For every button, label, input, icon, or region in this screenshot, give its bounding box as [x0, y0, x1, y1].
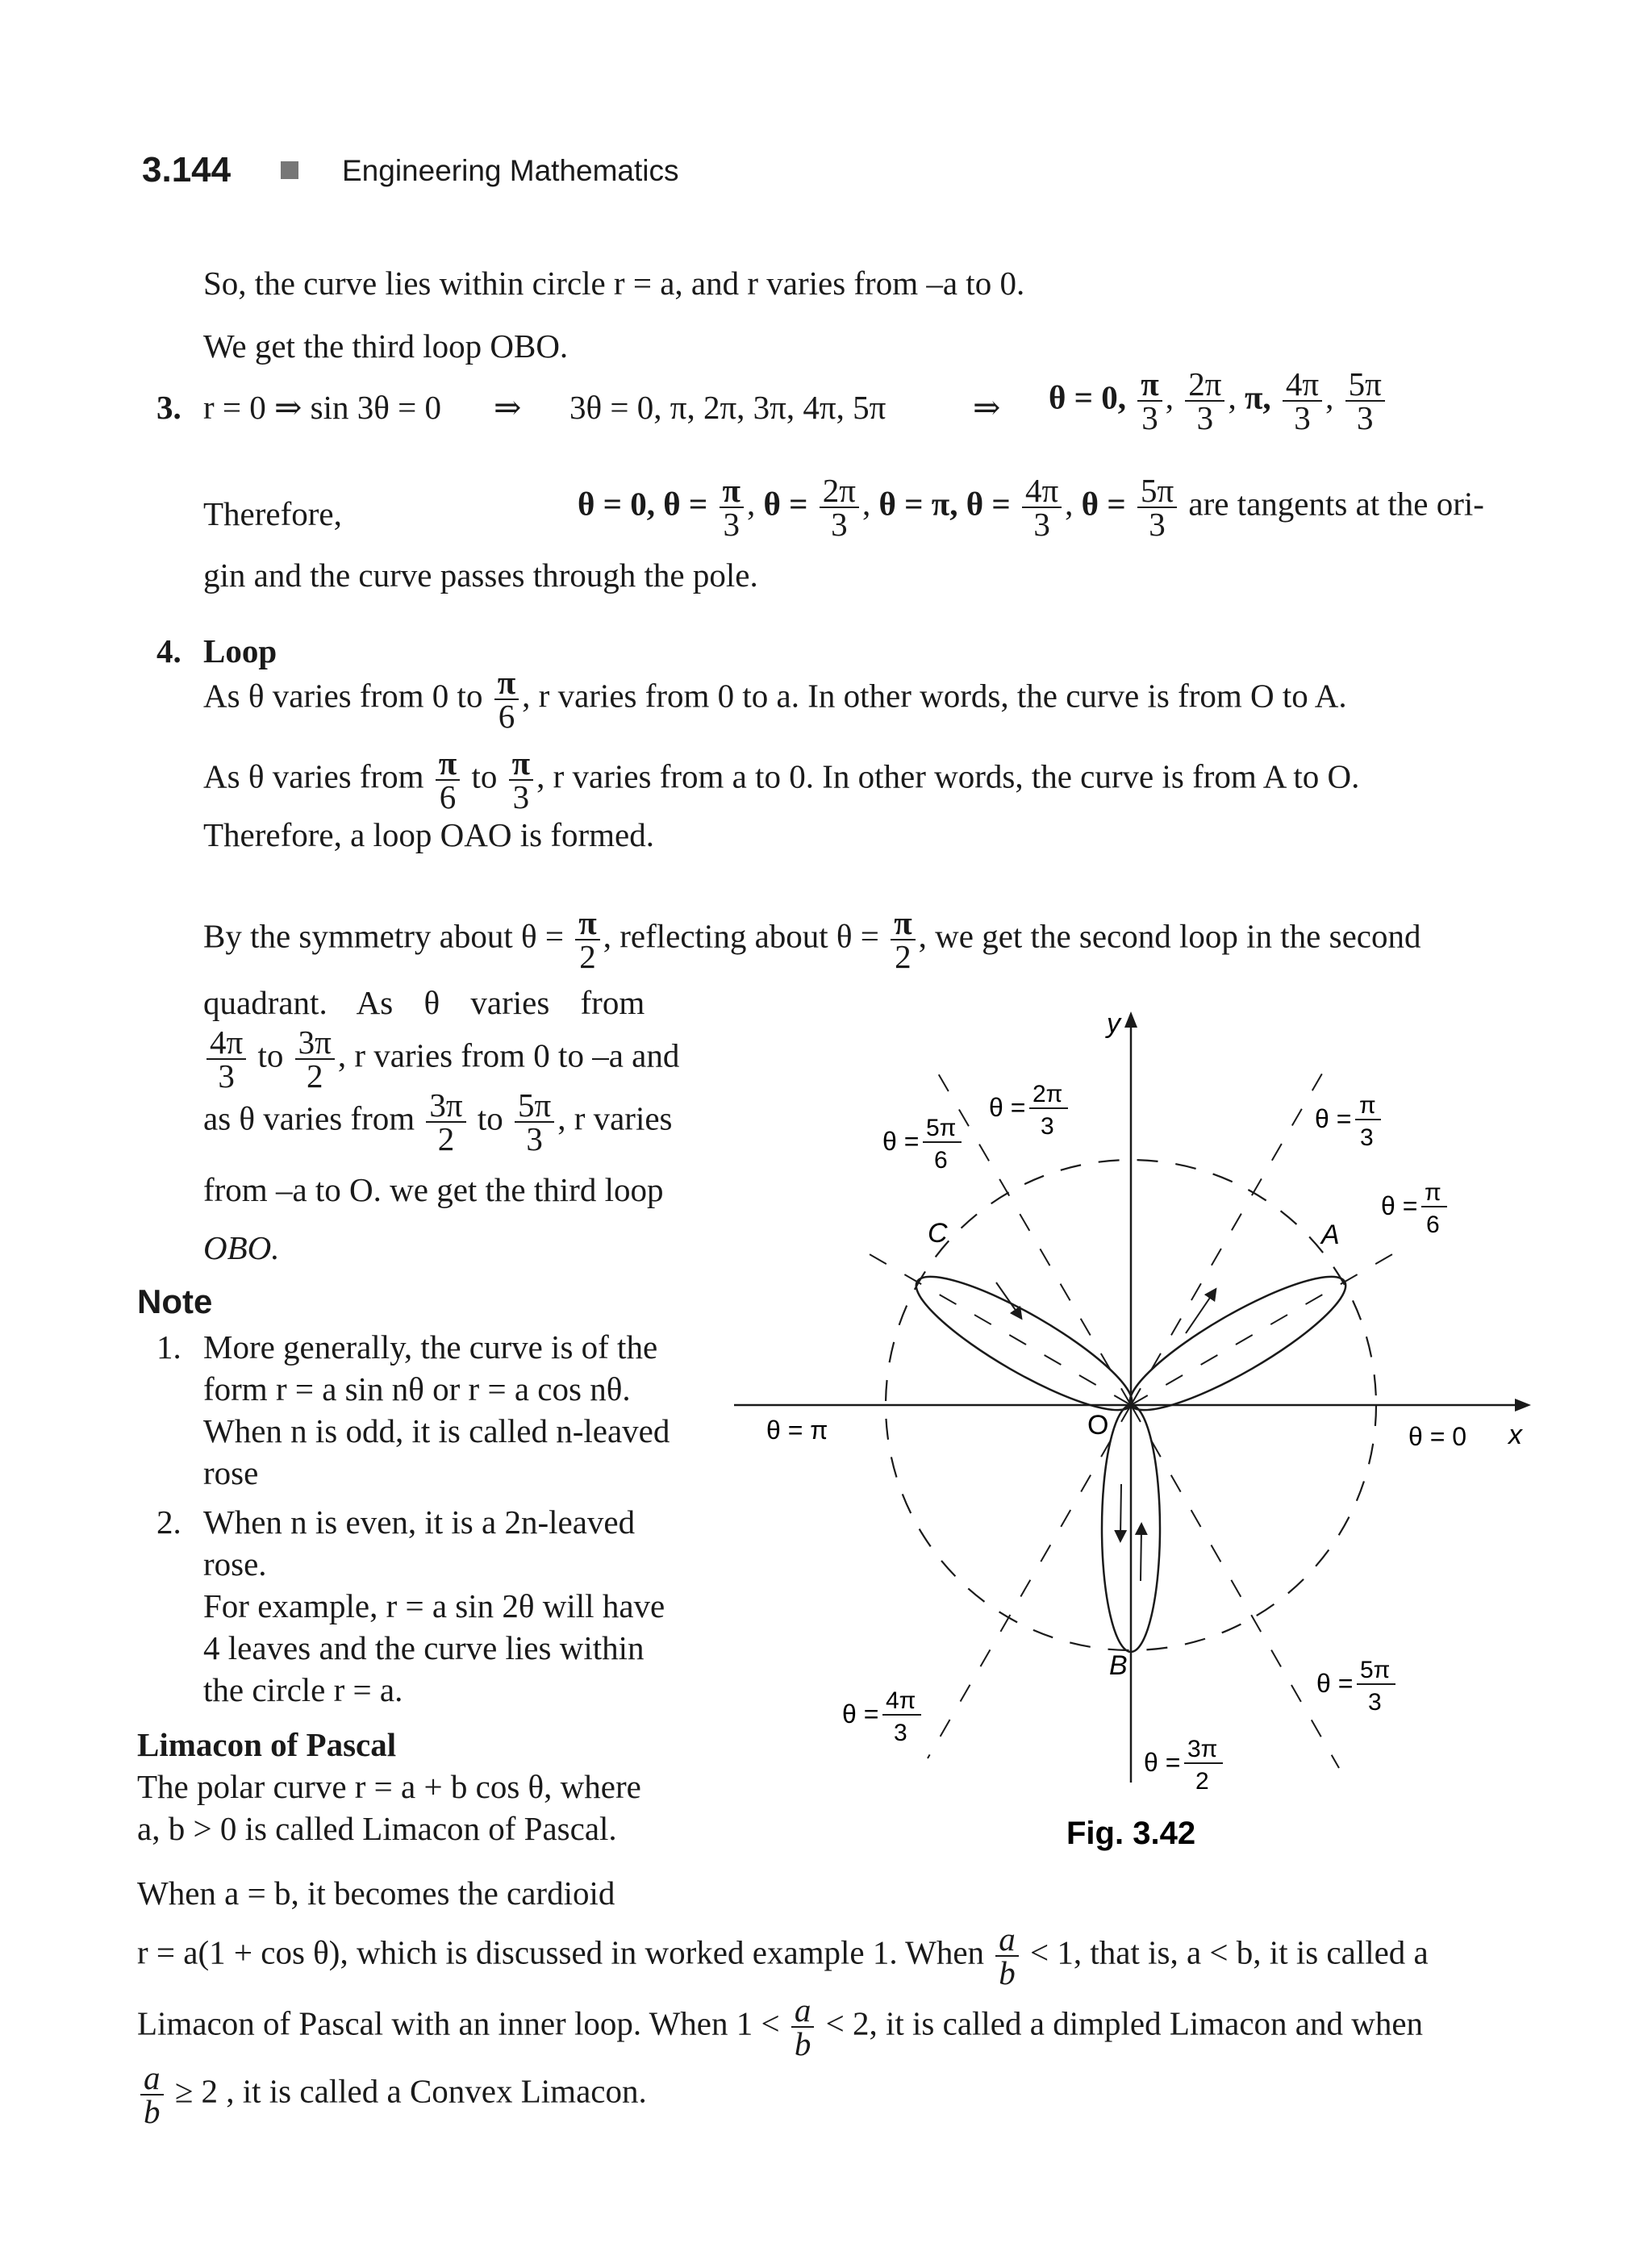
equation-solutions: θ = 0, $\frac{\pi}{3}$ , $\frac{2\pi}{3}$ , π, $\frac{4\pi}{3}$ , $\frac{5\pi}{3}$ [1049, 368, 1388, 434]
note-line: rose [203, 1454, 259, 1491]
svg-text:3: 3 [894, 1720, 907, 1746]
fraction: $\frac{\pi}{6}$ [494, 666, 519, 732]
svg-text:6: 6 [1426, 1211, 1440, 1238]
fraction: $\frac{4\pi}{3}$ [1283, 368, 1322, 434]
y-axis-label: y [1107, 1008, 1120, 1039]
equation-text: π, [1244, 378, 1271, 416]
fraction: $\frac{\pi}{2}$ [575, 907, 599, 973]
svg-text:2π: 2π [1032, 1081, 1063, 1107]
fraction: $\frac{4\pi}{3}$ [206, 1026, 246, 1092]
text-line: from –a to O. we get the third loop [203, 1171, 664, 1208]
text-line: When a = b, it becomes the cardioid [137, 1874, 615, 1912]
tangent-equations: θ = 0, θ = $\frac{\pi}{3}$ , θ = $\frac{2\pi}{3}$ , θ = π, θ = $\frac{4\pi}{3}$ , θ = $\frac{5\pi}{3}$ are tangents at the ori- [578, 472, 1484, 543]
fraction: $\frac{5\pi}{3}$ [1345, 368, 1385, 434]
fraction: $\frac{a}{b}$ [140, 2062, 164, 2128]
note-number: 2. [156, 1503, 181, 1541]
point-a-label: A [1321, 1220, 1340, 1250]
equation-text: are tangents at the ori- [1188, 485, 1484, 523]
text-line: Limacon of Pascal with an inner loop. When 1 < $\frac{a}{b}$ < 2, it is called a dimpled Limacon and when [137, 1991, 1424, 2062]
equation: 3θ = 0, π, 2π, 3π, 4π, 5π [569, 389, 886, 426]
fraction: $\frac{3\pi}{2}$ [426, 1089, 465, 1155]
tangent-5pi-6 [858, 1248, 1131, 1405]
text-line: gin and the curve passes through the pole. [203, 557, 758, 594]
x-axis-arrow-icon [1515, 1399, 1531, 1412]
note-line: When n is even, it is a 2n-leaved [203, 1503, 636, 1541]
theta-5pi-6-label [882, 1115, 962, 1174]
section-heading: Limacon of Pascal [137, 1726, 397, 1763]
svg-text:θ =: θ = [1144, 1748, 1181, 1777]
fraction: $\frac{\pi}{3}$ [509, 747, 533, 813]
svg-text:4π: 4π [886, 1687, 916, 1714]
svg-text:3: 3 [1368, 1689, 1382, 1716]
note-line: When n is odd, it is called n-leaved [203, 1412, 670, 1449]
svg-text:2: 2 [1195, 1768, 1209, 1795]
fraction: $\frac{4\pi}{3}$ [1022, 474, 1062, 540]
svg-text:6: 6 [934, 1147, 948, 1174]
text-line: Therefore, [203, 495, 342, 532]
theta-3pi-2-label [1144, 1736, 1223, 1795]
tangent-2pi-3 [929, 1058, 1131, 1405]
theta-pi-3-label [1315, 1092, 1381, 1151]
text-line: So, the curve lies within circle r = a, and r varies from –a to 0. [203, 265, 1025, 302]
svg-text:5π: 5π [926, 1115, 957, 1141]
point-b-label: B [1109, 1650, 1128, 1681]
svg-text:π: π [1359, 1092, 1376, 1119]
fraction: $\frac{3\pi}{2}$ [295, 1026, 335, 1092]
text-line: As θ varies from $\frac{\pi}{6}$ to $\frac{\pi}{3}$ , r varies from a to 0. In other words, the curve is from A to O. [203, 744, 1360, 815]
svg-text:θ =: θ = [1381, 1191, 1418, 1220]
svg-text:π: π [1425, 1179, 1441, 1206]
text-line: By the symmetry about θ = $\frac{\pi}{2}$ , reflecting about θ = $\frac{\pi}{2}$ , we get the second loop in the second [203, 904, 1421, 975]
note-line: the circle r = a. [203, 1671, 403, 1708]
tangent-5pi-3 [1131, 1405, 1339, 1768]
origin-label: O [1087, 1410, 1109, 1441]
implies: ⇒ [973, 389, 1001, 426]
book-title: Engineering Mathematics [342, 154, 679, 187]
note-line: rose. [203, 1545, 267, 1583]
theta-pi-label: θ = π [766, 1416, 828, 1445]
page-number: 3.144 [142, 150, 232, 190]
fraction: $\frac{2\pi}{3}$ [820, 474, 859, 540]
text-line: $\frac{4\pi}{3}$ to $\frac{3\pi}{2}$ , r varies from 0 to –a and [203, 1026, 679, 1092]
svg-text:θ =: θ = [989, 1093, 1026, 1122]
text-line: as θ varies from $\frac{3\pi}{2}$ to $\frac{5\pi}{3}$ , r varies [203, 1086, 673, 1157]
svg-text:θ =: θ = [882, 1127, 920, 1156]
text-line: Therefore, a loop OAO is formed. [203, 816, 655, 853]
text-line: quadrant. As θ varies from [203, 984, 645, 1021]
fraction: $\frac{2\pi}{3}$ [1185, 368, 1224, 434]
fraction: $\frac{5\pi}{3}$ [515, 1089, 554, 1155]
fraction: $\frac{\pi}{6}$ [436, 747, 460, 813]
note-heading: Note [137, 1282, 213, 1320]
y-axis-arrow-icon [1124, 1011, 1137, 1028]
fraction: $\frac{\pi}{2}$ [891, 907, 915, 973]
tangent-pi-3 [1131, 1058, 1331, 1405]
equation: r = 0 ⇒ sin 3θ = 0 [203, 389, 441, 426]
theta-pi-6-label [1381, 1179, 1447, 1238]
note-line: More generally, the curve is of the [203, 1328, 658, 1366]
fraction: $\frac{a}{b}$ [995, 1923, 1019, 1989]
text-line: The polar curve r = a + b cos θ, where [137, 1768, 641, 1805]
text-line: a, b > 0 is called Limacon of Pascal. [137, 1810, 617, 1847]
svg-text:3: 3 [1041, 1113, 1054, 1140]
fraction: $\frac{a}{b}$ [791, 1994, 815, 2060]
x-axis-label: x [1508, 1420, 1522, 1450]
text-line: We get the third loop OBO. [203, 327, 569, 365]
fraction: $\frac{\pi}{3}$ [1137, 368, 1162, 434]
implies: ⇒ [494, 389, 522, 426]
note-line: form r = a sin nθ or r = a cos nθ. [203, 1370, 631, 1407]
equation-text: θ = 0, θ = [578, 485, 708, 523]
point-c-label: C [928, 1218, 948, 1249]
svg-text:θ =: θ = [1315, 1104, 1352, 1133]
svg-text:3: 3 [1360, 1124, 1374, 1151]
theta-5pi-3-label [1316, 1657, 1395, 1716]
text-line: $\frac{a}{b}$ ≥ 2 , it is called a Convex Limacon. [137, 2062, 647, 2128]
arrow-down-icon [1120, 1484, 1121, 1537]
svg-text:θ =: θ = [1316, 1669, 1354, 1698]
note-line: 4 leaves and the curve lies within [203, 1629, 645, 1666]
text-line: As θ varies from 0 to $\frac{\pi}{6}$ , r varies from 0 to a. In other words, the curve is from O to A. [203, 664, 1347, 735]
item-title: Loop [203, 632, 277, 669]
item-number: 4. [156, 632, 181, 669]
svg-text:θ =: θ = [842, 1699, 879, 1728]
text-line: OBO. [203, 1229, 280, 1266]
text-line: r = a(1 + cos θ), which is discussed in worked example 1. When $\frac{a}{b}$ < 1, that is, a < b, it is called a [137, 1920, 1429, 1991]
svg-text:3π: 3π [1187, 1736, 1218, 1762]
figure-caption: Fig. 3.42 [1066, 1816, 1196, 1851]
note-line: For example, r = a sin 2θ will have [203, 1587, 665, 1624]
theta-2pi-3-label [989, 1081, 1068, 1140]
equation-text: θ = 0, [1049, 378, 1127, 416]
theta-zero-label: θ = 0 [1408, 1422, 1467, 1451]
fraction: $\frac{5\pi}{3}$ [1137, 474, 1177, 540]
theta-4pi-3-label [842, 1687, 921, 1746]
item-number: 3. [156, 389, 181, 426]
note-number: 1. [156, 1328, 181, 1366]
tangent-4pi-3 [928, 1405, 1131, 1758]
tangent-pi-6 [1131, 1248, 1404, 1405]
svg-text:5π: 5π [1360, 1657, 1391, 1683]
fraction: $\frac{\pi}{3}$ [720, 474, 744, 540]
